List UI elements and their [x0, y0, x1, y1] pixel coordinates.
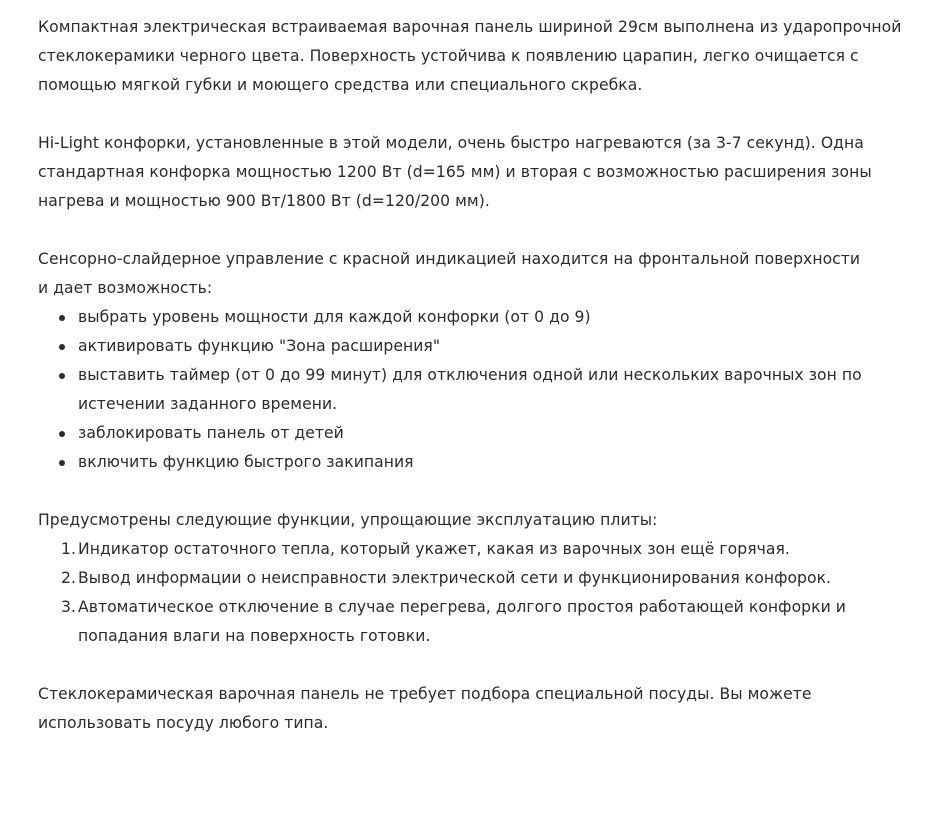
controls-list [38, 303, 896, 477]
list-item [50, 535, 890, 564]
list-item [50, 564, 890, 593]
list-item-text: выставить таймер (от 0 до 99 минут) для отключения одной или нескольких варочных зон по истечении заданного времени. [78, 366, 862, 413]
list-item-number: 3. [61, 598, 76, 616]
list-item-number: 1. [61, 540, 76, 558]
list-item [56, 303, 896, 332]
list-item-text: выбрать уровень мощности для каждой конфорки (от 0 до 9) [78, 308, 591, 326]
list-item [50, 593, 890, 651]
list-item [56, 448, 896, 477]
list-item-text: Вывод информации о неисправности электрической сети и функционирования конфорок. [78, 569, 832, 587]
paragraph-intro: Компактная электрическая встраиваемая варочная панель шириной 29см выполнена из ударопрочной стеклокерамики черного цвета. Поверхность устойчива к появлению царапин, легко очищается с помощью мягкой губки и моющего средства или специального скребка. [38, 18, 902, 94]
functions-list [38, 535, 890, 651]
list-item-text: Индикатор остаточного тепла, который укажет, какая из варочных зон ещё горячая. [78, 540, 790, 558]
list-item [56, 361, 896, 419]
list-item-text: включить функцию быстрого закипания [78, 453, 414, 471]
list-item [56, 332, 896, 361]
paragraph-controls: Сенсорно-слайдерное управление с красной индикацией находится на фронтальной поверхности и дает возможность: [38, 250, 861, 297]
list-item [56, 419, 896, 448]
list-item-number: 2. [61, 569, 76, 587]
list-item-text: Автоматическое отключение в случае перегрева, долгого простоя работающей конфорки и попадания влаги на поверхность готовки. [78, 598, 846, 645]
paragraph-burners: Hi-Light конфорки, установленные в этой модели, очень быстро нагреваются (за 3-7 секунд). Одна стандартная конфорка мощностью 1200 Вт (d=165 мм) и вторая с возможностью расширения зоны нагрева и мощностью 900 Вт/1800 Вт (d=120/200 мм). [38, 134, 872, 210]
paragraph-functions: Предусмотрены следующие функции, упрощающие эксплуатацию плиты: [38, 511, 658, 529]
paragraph-cookware: Стеклокерамическая варочная панель не требует подбора специальной посуды. Вы можете использовать посуду любого типа. [38, 685, 812, 732]
list-item-text: заблокировать панель от детей [78, 424, 344, 442]
list-item-text: активировать функцию "Зона расширения" [78, 337, 441, 355]
